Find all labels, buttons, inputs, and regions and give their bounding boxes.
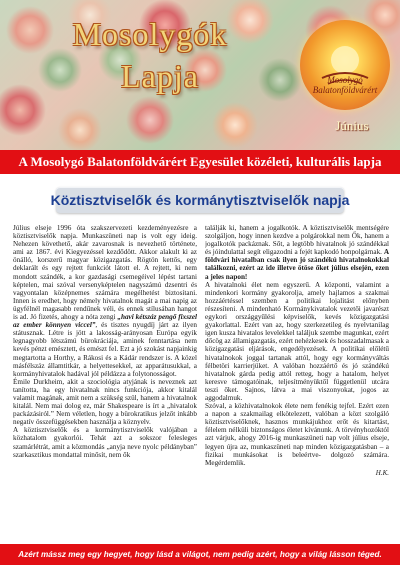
- article-title: Köztisztviselők és kormánytisztviselők napja: [50, 192, 350, 208]
- article-column-right: [205, 224, 389, 532]
- logo-text-line2: Balatonföldvárért: [312, 85, 378, 95]
- masthead-title-line1: Mosolygók: [72, 16, 228, 52]
- quote-text: „havi kétszáz pengő fixszel az ember könnyen viccel”: [13, 313, 197, 330]
- issue-month: Június: [335, 118, 369, 133]
- logo-text-line1: Mosolygó: [327, 75, 363, 85]
- paragraph: Szóval, a közhivatalnokok élete nem fenékig tejfel. Ezért ezen a napon a szakmailag elkötelezett, valóban a közt szolgáló köztisztviselőknek, hasznos munkájukhoz erőt és kitartást, félelem nélküli biztonságos életet kívánunk. A törvényhozóktól azt várjuk, ahogy 2016-ig munkaszüneti nap volt július elseje, legyen újra az, munkaszüneti nap minden közigazgatásban – a fizikai munkásokat is beleértve- dolgozó számára. Megérdemlik.: [205, 402, 389, 467]
- article-column-left: [13, 224, 197, 532]
- paragraph: [13, 224, 197, 378]
- logo-text: [305, 75, 385, 95]
- footer-bar: [0, 544, 400, 565]
- masthead-title: [0, 14, 300, 96]
- author-signature: H.K.: [375, 468, 389, 477]
- paragraph: A hivatalnoki élet nem egyszerű. A központi, valamint a mindenkori kormány gyakorolja, amely hajlamos a szakmai hozzáértéssel szemben a politikai lojalitást előnyben részesíteni. A mindenható Kormánykivatalok vezetői javarészt egykori országgyűlési képviselők, kevés közigazgatási gyakorlattal. Ezért van az, hogy szerkezetileg és nyelvtanilag igen kusza hivatalos levelekkel találjuk szembe magunkat, ezért dőcög az államigazgatás, ezért nehézkesek és hosszadalmasak a közigazgatási eljárások, engedélyezések. A politikai előlétű hivatalnokok joggal tartanak attól, hogy egy kormányváltás félbetöri karrierjüket. A valóban hozzáértő és jó szándékú hivatalnok gárda pedig attól retteg, hogy a hatalom, helyet keresve támogatóinak, teljesítményüktől függetlenül utcára teszi őket. Sajnos, látva a mai viszonyokat, jogos az aggodalmuk.: [205, 280, 389, 402]
- header-banner: [0, 0, 400, 150]
- sun-logo-icon: [300, 20, 390, 110]
- masthead-title-line2: Lapja: [121, 58, 199, 94]
- subtitle-bar: [0, 150, 400, 174]
- paragraph-text: , és tisztes nyugdíj járt az ilyen státusznak. Létre is jött a lakosság-arányosan Európa egyik legnagyobb létszámú bürokráciája, aminek fenntartása nem kevés pénzt emésztett, és emészt fel. Ezt a jó szokást napjainkig megtartotta a Horthy, a Rákosi és a Kádár rendszer is. A közel másfélszáz államtitkár, a helyettesekkel, az apparátusukkal, a kormányhivatalok hadával jól példázza a folytonosságot.: [13, 321, 197, 378]
- footer-quote: Azért mássz meg egy hegyet, hogy lásd a világot, nem pedig azért, hogy a világ lásson téged.: [18, 550, 382, 559]
- paragraph-text: találják ki, hanem a jogalkotók. A köztisztviselők mentségére szolgáljon, hogy innen kezdve a polgárokkal nem Ők, hanem a jogalkotók packáznak. Sőt, a legtöbb hivatalnok jó szándékkal és jóindulattal segít eligazodni a fejét kapkodó honpolgárnak.: [205, 224, 389, 257]
- paragraph: [205, 224, 389, 281]
- paragraph: Émile Durkheim, akit a szociológia atyjának is neveznek azt tanította, ha egy hivatalnak nincs funkciója, akkor kitalál valamit magának, amit nem a szükség szül, hanem a hivatalnok kitalál. Nem mai dolog ez, már Shakespeare is írt a „hivatalok packázásiról.” Nem véletlen, hogy a bürokratikus jelzőt inkább negatív összefüggésekben használja a köznyelv.: [13, 377, 197, 427]
- highlight-text: A földvári hivatalban csak ilyen jó szándékú hivatalnokokkal találkozni, ezért az ide illetve ötöse őket július elsején, ezen a jeles napon!: [205, 248, 389, 281]
- paragraph-text: Július elseje 1996 óta szakszervezeti kezdeményezésre a köztisztviselők napja. Munkaszüneti nap is volt egy ideig. Nehezen követhető, akár zavarosnak is nevezhető története, ami az 1867. évi Kiegyezéssel kezdődött. Akkor alakult ki az önálló, korszerű magyar közigazgatás. Rögtön kettős, egy deklarált és egy rejtett funkciót látott el. A rejtett, ki nem mondott szándék, a kor gazdasági csemegéivel lépést tartani képtelen, mai szóval versenyképtelen nagyszámú dzsentri és vagyontalan középnemes számára megélhetést biztosítani. Innen is eredhet, hogy némely hivatalnok magát a mai napig az ügyfélnél magasabb rendűnek véli, és ennek stílusában hangot is ad. Jó fizetés, ahogy a nóta zengi: [13, 224, 197, 322]
- subtitle-text: A Mosolygó Balatonföldvárért Egyesület közéleti, kulturális lapja: [18, 154, 382, 169]
- paragraph: A köztisztviselők és a kormánytisztviselők valójában a közhatalom gyakorlói. Tehát azt a sokszor felesleges szamárlétrát, amit a közmondás „anyja neve nyolc példányban” szarkasztikus mondattal minősít, nem ők: [13, 426, 197, 459]
- article-title-box: [50, 187, 350, 213]
- article-body: [13, 224, 389, 532]
